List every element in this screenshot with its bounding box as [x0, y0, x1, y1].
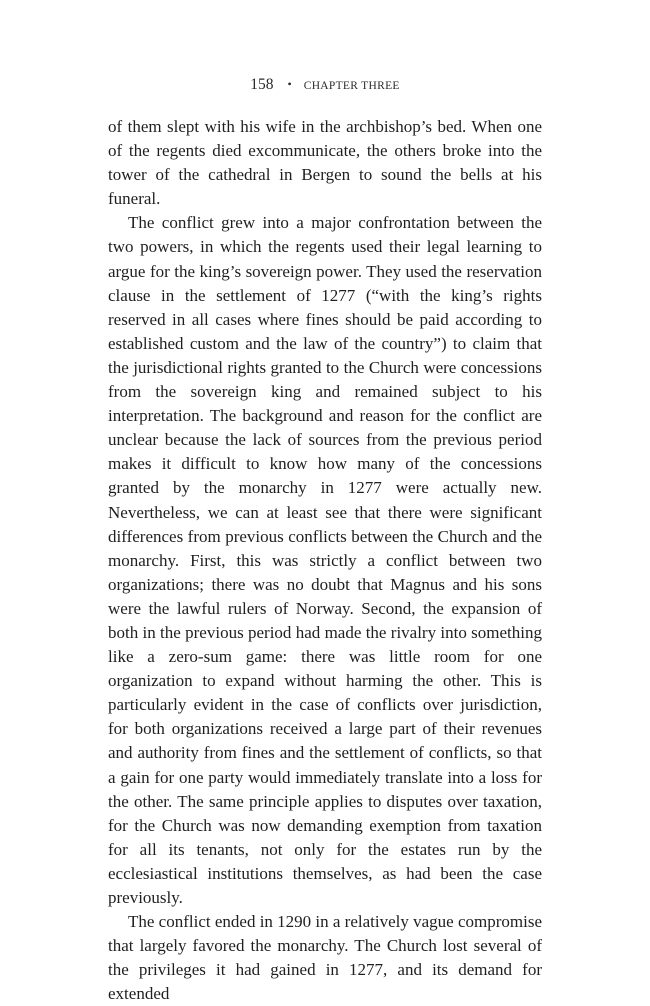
- paragraph-conflict-confrontation: The conflict grew into a major confrontation between the two powers, in which the regents used their legal learning to argue for the king’s sovereign power. They used the reservation clause in the settlement of 1277 (“with the king’s rights reserved in all cases where fines should be paid according to established custom and the law of the country”) to claim that the jurisdictional rights granted to the Church were concessions from the sovereign king and remained subject to his interpretation. The background and reason for the conflict are unclear because the lack of sources from the previous period makes it difficult to know how many of the concessions granted by the monarchy in 1277 were actually new. Nevertheless, we can at least see that there were significant differences from previous conflicts between the Church and the monarchy. First, this was strictly a conflict between two organizations; there was no doubt that Magnus and his sons were the lawful rulers of Norway. Second, the expansion of both in the previous period had made the rivalry into something like a zero-sum game: there was little room for one organization to expand without harming the other. This is particularly evident in the case of conflicts over jurisdiction, for both organizations received a large part of their revenues and authority from fines and the settlement of conflicts, so that a gain for one party would immediately translate into a loss for the other. The same principle applies to disputes over taxation, for the Church was now demanding exemption from taxation for all its tenants, not only for the estates run by the ecclesiastical institutions themselves, as had been the case previously.: [108, 213, 542, 907]
- paragraph-continued: of them slept with his wife in the archbishop’s bed. When one of the regents died excommunicate, the others broke into the tower of the cathedral in Bergen to sound the bells at his funeral.: [108, 117, 542, 209]
- bullet-separator: •: [287, 77, 292, 91]
- body-text: [108, 115, 542, 1006]
- chapter-title: CHAPTER THREE: [303, 80, 400, 92]
- paragraph-conflict-ended: The conflict ended in 1290 in a relatively vague compromise that largely favored the monarchy. The Church lost several of the privileges it had gained in 1277, and its demand for extended: [108, 912, 543, 1004]
- running-head: [0, 74, 650, 96]
- page-number: 158: [250, 76, 274, 93]
